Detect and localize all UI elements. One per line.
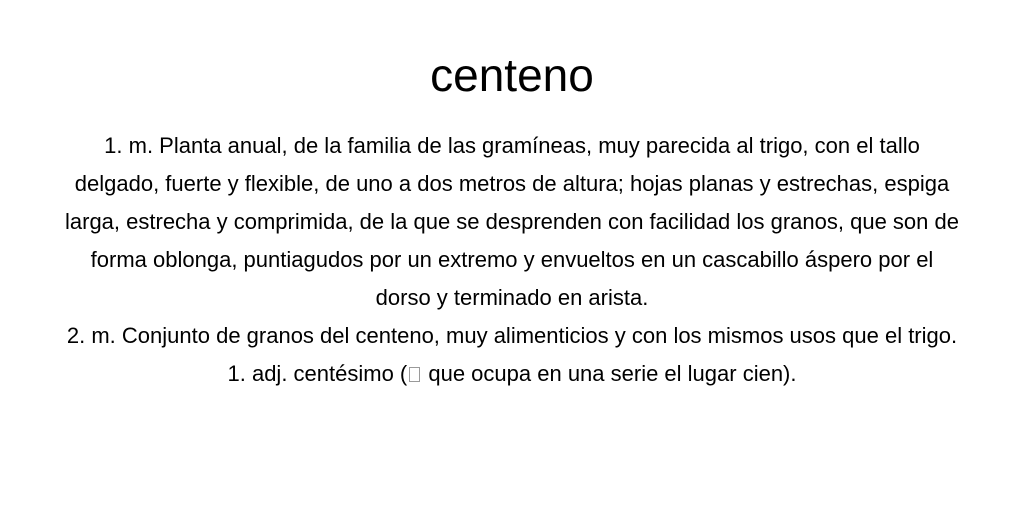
definition-2-noun-grains: 2. m. Conjunto de granos del centeno, muy alimenticios y con los mismos usos que el trigo. — [66, 323, 958, 348]
missing-glyph-icon — [409, 367, 420, 382]
definition-3-prefix: 1. adj. centésimo ( — [227, 361, 408, 386]
headword-title: centeno — [430, 49, 594, 101]
definitions-block — [40, 127, 984, 393]
definition-3-adjective — [40, 355, 984, 393]
definition-3-suffix: que ocupa en una serie el lugar cien). — [422, 361, 797, 386]
definition-1-noun-plant: 1. m. Planta anual, de la familia de las gramíneas, muy parecida al trigo, con el tallo delgado, fuerte y flexible, de uno a dos metros de altura; hojas planas y estrechas, espiga larga, estrecha y comprimida, de la que se desprenden con facilidad los granos, que son de forma oblonga, puntiagudos por un extremo y envueltos en un cascabillo áspero por el dorso y terminado en arista. — [65, 133, 959, 310]
